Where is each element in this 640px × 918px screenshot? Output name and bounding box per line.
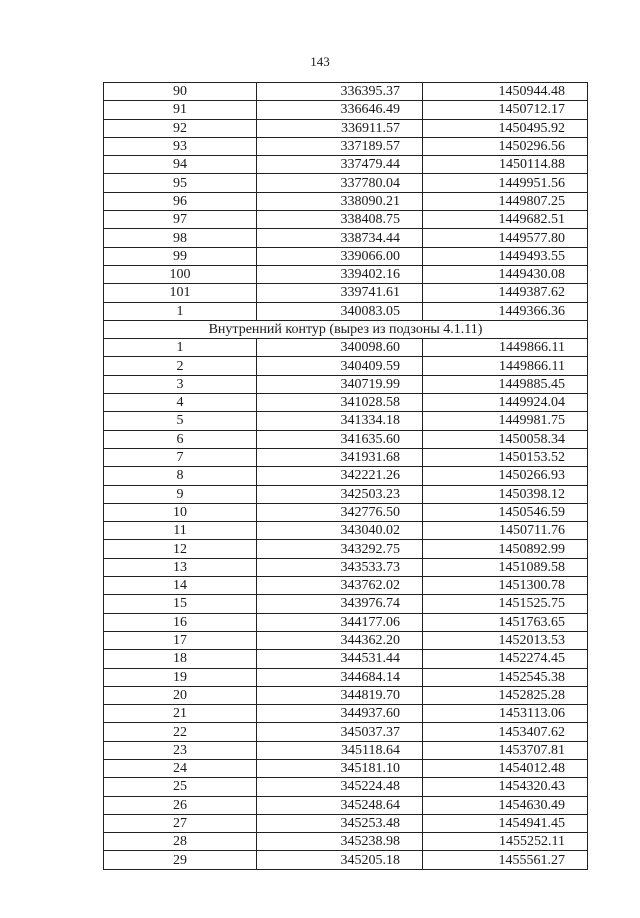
table-row <box>104 156 588 174</box>
table-row <box>104 558 588 576</box>
y-coordinate-cell: 1454630.49 <box>423 796 588 814</box>
point-number-cell: 3 <box>104 375 257 393</box>
point-number-cell: 92 <box>104 119 257 137</box>
x-coordinate-cell: 340098.60 <box>257 339 423 357</box>
y-coordinate-cell: 1450712.17 <box>423 101 588 119</box>
table-row <box>104 613 588 631</box>
y-coordinate-cell: 1449866.11 <box>423 339 588 357</box>
y-coordinate-cell: 1450546.59 <box>423 503 588 521</box>
point-number-cell: 97 <box>104 211 257 229</box>
y-coordinate-cell: 1450495.92 <box>423 119 588 137</box>
table-row <box>104 485 588 503</box>
point-number-cell: 15 <box>104 595 257 613</box>
y-coordinate-cell: 1449807.25 <box>423 192 588 210</box>
x-coordinate-cell: 344531.44 <box>257 650 423 668</box>
table-row <box>104 174 588 192</box>
table-row <box>104 668 588 686</box>
y-coordinate-cell: 1453707.81 <box>423 741 588 759</box>
x-coordinate-cell: 345253.48 <box>257 814 423 832</box>
point-number-cell: 24 <box>104 759 257 777</box>
y-coordinate-cell: 1453407.62 <box>423 723 588 741</box>
point-number-cell: 20 <box>104 686 257 704</box>
table-row <box>104 448 588 466</box>
point-number-cell: 8 <box>104 467 257 485</box>
y-coordinate-cell: 1454941.45 <box>423 814 588 832</box>
table-row <box>104 467 588 485</box>
table-row <box>104 119 588 137</box>
point-number-cell: 17 <box>104 631 257 649</box>
table-row <box>104 723 588 741</box>
point-number-cell: 1 <box>104 302 257 320</box>
x-coordinate-cell: 342221.26 <box>257 467 423 485</box>
x-coordinate-cell: 339402.16 <box>257 265 423 283</box>
point-number-cell: 27 <box>104 814 257 832</box>
x-coordinate-cell: 345248.64 <box>257 796 423 814</box>
point-number-cell: 5 <box>104 412 257 430</box>
table-row <box>104 412 588 430</box>
x-coordinate-cell: 339066.00 <box>257 247 423 265</box>
coordinates-table <box>103 82 588 870</box>
table-row <box>104 814 588 832</box>
y-coordinate-cell: 1452545.38 <box>423 668 588 686</box>
point-number-cell: 98 <box>104 229 257 247</box>
x-coordinate-cell: 343040.02 <box>257 522 423 540</box>
y-coordinate-cell: 1449924.04 <box>423 394 588 412</box>
point-number-cell: 1 <box>104 339 257 357</box>
point-number-cell: 100 <box>104 265 257 283</box>
point-number-cell: 21 <box>104 705 257 723</box>
x-coordinate-cell: 341931.68 <box>257 448 423 466</box>
point-number-cell: 29 <box>104 851 257 869</box>
x-coordinate-cell: 340083.05 <box>257 302 423 320</box>
x-coordinate-cell: 344684.14 <box>257 668 423 686</box>
point-number-cell: 94 <box>104 156 257 174</box>
page-number: 143 <box>310 54 330 69</box>
y-coordinate-cell: 1449951.56 <box>423 174 588 192</box>
point-number-cell: 13 <box>104 558 257 576</box>
point-number-cell: 10 <box>104 503 257 521</box>
y-coordinate-cell: 1450296.56 <box>423 137 588 155</box>
y-coordinate-cell: 1449981.75 <box>423 412 588 430</box>
point-number-cell: 6 <box>104 430 257 448</box>
y-coordinate-cell: 1452825.28 <box>423 686 588 704</box>
table-row <box>104 540 588 558</box>
point-number-cell: 23 <box>104 741 257 759</box>
y-coordinate-cell: 1451300.78 <box>423 577 588 595</box>
y-coordinate-cell: 1451763.65 <box>423 613 588 631</box>
y-coordinate-cell: 1449885.45 <box>423 375 588 393</box>
x-coordinate-cell: 344177.06 <box>257 613 423 631</box>
table-row <box>104 83 588 101</box>
table-row <box>104 192 588 210</box>
x-coordinate-cell: 345118.64 <box>257 741 423 759</box>
table-row <box>104 778 588 796</box>
point-number-cell: 14 <box>104 577 257 595</box>
table-row <box>104 705 588 723</box>
x-coordinate-cell: 341635.60 <box>257 430 423 448</box>
y-coordinate-cell: 1450153.52 <box>423 448 588 466</box>
x-coordinate-cell: 345181.10 <box>257 759 423 777</box>
section-title: Внутренний контур (вырез из подзоны 4.1.11) <box>104 320 588 338</box>
point-number-cell: 28 <box>104 833 257 851</box>
x-coordinate-cell: 344362.20 <box>257 631 423 649</box>
y-coordinate-cell: 1449430.08 <box>423 265 588 283</box>
y-coordinate-cell: 1454320.43 <box>423 778 588 796</box>
point-number-cell: 22 <box>104 723 257 741</box>
y-coordinate-cell: 1451525.75 <box>423 595 588 613</box>
x-coordinate-cell: 343533.73 <box>257 558 423 576</box>
y-coordinate-cell: 1450892.99 <box>423 540 588 558</box>
table-row <box>104 833 588 851</box>
y-coordinate-cell: 1453113.06 <box>423 705 588 723</box>
table-row <box>104 741 588 759</box>
table-row <box>104 631 588 649</box>
x-coordinate-cell: 343762.02 <box>257 577 423 595</box>
x-coordinate-cell: 340409.59 <box>257 357 423 375</box>
x-coordinate-cell: 345224.48 <box>257 778 423 796</box>
x-coordinate-cell: 342503.23 <box>257 485 423 503</box>
table-row <box>104 339 588 357</box>
y-coordinate-cell: 1450058.34 <box>423 430 588 448</box>
point-number-cell: 90 <box>104 83 257 101</box>
table-row <box>104 595 588 613</box>
y-coordinate-cell: 1449493.55 <box>423 247 588 265</box>
table-row <box>104 796 588 814</box>
point-number-cell: 4 <box>104 394 257 412</box>
section-row <box>104 320 588 338</box>
x-coordinate-cell: 343292.75 <box>257 540 423 558</box>
table-row <box>104 522 588 540</box>
x-coordinate-cell: 343976.74 <box>257 595 423 613</box>
table-row <box>104 577 588 595</box>
table-row <box>104 650 588 668</box>
point-number-cell: 26 <box>104 796 257 814</box>
x-coordinate-cell: 336646.49 <box>257 101 423 119</box>
point-number-cell: 19 <box>104 668 257 686</box>
y-coordinate-cell: 1450944.48 <box>423 83 588 101</box>
x-coordinate-cell: 342776.50 <box>257 503 423 521</box>
point-number-cell: 25 <box>104 778 257 796</box>
x-coordinate-cell: 345238.98 <box>257 833 423 851</box>
x-coordinate-cell: 338408.75 <box>257 211 423 229</box>
y-coordinate-cell: 1449366.36 <box>423 302 588 320</box>
x-coordinate-cell: 337479.44 <box>257 156 423 174</box>
x-coordinate-cell: 339741.61 <box>257 284 423 302</box>
x-coordinate-cell: 337780.04 <box>257 174 423 192</box>
point-number-cell: 91 <box>104 101 257 119</box>
point-number-cell: 95 <box>104 174 257 192</box>
y-coordinate-cell: 1452013.53 <box>423 631 588 649</box>
point-number-cell: 9 <box>104 485 257 503</box>
x-coordinate-cell: 345037.37 <box>257 723 423 741</box>
table-row <box>104 503 588 521</box>
y-coordinate-cell: 1449387.62 <box>423 284 588 302</box>
y-coordinate-cell: 1450114.88 <box>423 156 588 174</box>
table-row <box>104 101 588 119</box>
point-number-cell: 12 <box>104 540 257 558</box>
y-coordinate-cell: 1451089.58 <box>423 558 588 576</box>
point-number-cell: 93 <box>104 137 257 155</box>
x-coordinate-cell: 336395.37 <box>257 83 423 101</box>
table-row <box>104 137 588 155</box>
point-number-cell: 11 <box>104 522 257 540</box>
x-coordinate-cell: 344937.60 <box>257 705 423 723</box>
y-coordinate-cell: 1449682.51 <box>423 211 588 229</box>
y-coordinate-cell: 1454012.48 <box>423 759 588 777</box>
table-row <box>104 211 588 229</box>
x-coordinate-cell: 337189.57 <box>257 137 423 155</box>
table-row <box>104 759 588 777</box>
x-coordinate-cell: 340719.99 <box>257 375 423 393</box>
point-number-cell: 96 <box>104 192 257 210</box>
point-number-cell: 99 <box>104 247 257 265</box>
y-coordinate-cell: 1455252.11 <box>423 833 588 851</box>
x-coordinate-cell: 338090.21 <box>257 192 423 210</box>
table-row <box>104 284 588 302</box>
point-number-cell: 2 <box>104 357 257 375</box>
table-row <box>104 686 588 704</box>
y-coordinate-cell: 1455561.27 <box>423 851 588 869</box>
table-row <box>104 394 588 412</box>
table-row <box>104 265 588 283</box>
y-coordinate-cell: 1450266.93 <box>423 467 588 485</box>
y-coordinate-cell: 1450398.12 <box>423 485 588 503</box>
y-coordinate-cell: 1452274.45 <box>423 650 588 668</box>
table-row <box>104 375 588 393</box>
y-coordinate-cell: 1449866.11 <box>423 357 588 375</box>
table-row <box>104 302 588 320</box>
x-coordinate-cell: 345205.18 <box>257 851 423 869</box>
point-number-cell: 7 <box>104 448 257 466</box>
table-row <box>104 851 588 869</box>
x-coordinate-cell: 338734.44 <box>257 229 423 247</box>
y-coordinate-cell: 1450711.76 <box>423 522 588 540</box>
x-coordinate-cell: 336911.57 <box>257 119 423 137</box>
table-row <box>104 430 588 448</box>
x-coordinate-cell: 341028.58 <box>257 394 423 412</box>
point-number-cell: 18 <box>104 650 257 668</box>
coordinates-table-body <box>104 83 588 870</box>
table-row <box>104 357 588 375</box>
point-number-cell: 16 <box>104 613 257 631</box>
y-coordinate-cell: 1449577.80 <box>423 229 588 247</box>
x-coordinate-cell: 344819.70 <box>257 686 423 704</box>
table-row <box>104 229 588 247</box>
point-number-cell: 101 <box>104 284 257 302</box>
table-row <box>104 247 588 265</box>
x-coordinate-cell: 341334.18 <box>257 412 423 430</box>
